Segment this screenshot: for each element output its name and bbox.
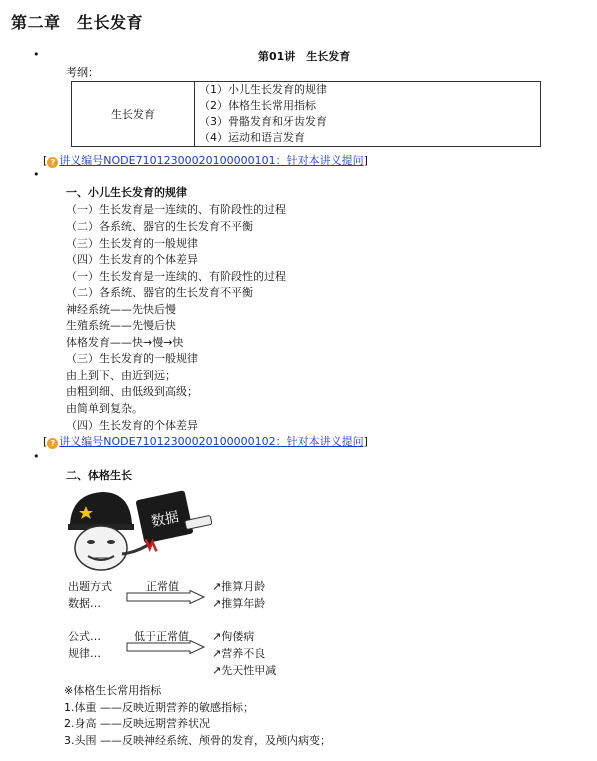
- diagram2-right-3: ↗先天性甲减: [212, 664, 277, 677]
- outline-item: （4）运动和语言发育: [199, 131, 305, 144]
- outline-subject: 生长发育: [72, 82, 195, 147]
- bracket-open: [: [43, 435, 48, 448]
- section1-line: 由上到下、由近到远；: [66, 369, 176, 382]
- section1-line: 神经系统——先快后慢: [66, 303, 176, 316]
- diagram1-right-1: ↗推算月龄: [212, 580, 266, 593]
- section1-line: （四）生长发育的个体差异: [66, 253, 198, 266]
- section1-line: （四）生长发育的个体差异: [66, 419, 198, 432]
- chapter-title: 第二章 生长发育: [11, 13, 144, 32]
- diagram2-arrow-label: 低于正常值: [134, 630, 189, 643]
- indicators-title: ※体格生长常用指标: [64, 684, 162, 697]
- list-bullet: •: [33, 450, 40, 463]
- diagram2-right-1: ↗佝偻病: [212, 630, 255, 643]
- lecture-title: 第01讲 生长发育: [258, 50, 351, 63]
- outline-label: 考纲：: [66, 66, 99, 79]
- question-icon: ?: [47, 157, 58, 168]
- indicator-line: 3.头围 ——反映神经系统、颅骨的发育，及颅内病变；: [64, 734, 331, 747]
- diagram2-arrow-icon: [126, 640, 206, 654]
- bracket-close: ]: [363, 154, 368, 167]
- diagram2-left-1: 公式…: [68, 630, 101, 643]
- diagram2-right-2: ↗营养不良: [212, 647, 266, 660]
- section1-line: 由简单到复杂。: [66, 402, 143, 415]
- diagram1-arrow-icon: [126, 590, 206, 604]
- question-link-row-1: [43, 152, 368, 168]
- section1-line: （三）生长发育的一般规律: [66, 352, 198, 365]
- list-bullet: •: [33, 168, 40, 181]
- section2-heading: 二、体格生长: [66, 469, 132, 482]
- bracket-open: [: [43, 154, 48, 167]
- section1-line: （一）生长发育是一连续的、有阶段性的过程: [66, 203, 286, 216]
- outline-items: [195, 82, 541, 147]
- question-link-2[interactable]: 讲义编号NODE71012300020100000102：针对本讲义提问: [59, 435, 364, 448]
- indicator-line: 2.身高 ——反映远期营养状况: [64, 717, 210, 730]
- section1-line: （一）生长发育是一连续的、有阶段性的过程: [66, 270, 286, 283]
- diagram2-left-2: 规律…: [68, 647, 101, 660]
- diagram1-left-2: 数据…: [68, 597, 101, 610]
- meme-text: 数据: [149, 509, 181, 531]
- diagram1-right-2: ↗推算年龄: [212, 597, 266, 610]
- meme-illustration: [64, 484, 214, 574]
- outline-item: （3）骨骼发育和牙齿发育: [199, 115, 327, 128]
- indicator-line: 1.体重 ——反映近期营养的敏感指标；: [64, 701, 254, 714]
- outline-item: （2）体格生长常用指标: [199, 99, 316, 112]
- section1-line: （二）各系统、器官的生长发育不平衡: [66, 286, 253, 299]
- diagram1-arrow-label: 正常值: [146, 580, 179, 593]
- bracket-close: ]: [363, 435, 368, 448]
- outline-item: （1）小儿生长发育的规律: [199, 83, 327, 96]
- section1-line: 体格发育——快→慢→快: [66, 336, 184, 349]
- section1-line: 由粗到细、由低级到高级；: [66, 385, 198, 398]
- section1-heading: 一、小儿生长发育的规律: [66, 186, 187, 199]
- section1-line: （三）生长发育的一般规律: [66, 237, 198, 250]
- diagram1-left-1: 出题方式: [68, 580, 112, 593]
- question-link-row-2: [43, 433, 368, 449]
- list-bullet: •: [33, 48, 40, 61]
- question-link-1[interactable]: 讲义编号NODE71012300020100000101：针对本讲义提问: [59, 154, 364, 167]
- outline-table: [71, 81, 541, 147]
- question-icon: ?: [47, 438, 58, 449]
- section1-line: 生殖系统——先慢后快: [66, 319, 176, 332]
- section1-line: （二）各系统、器官的生长发育不平衡: [66, 220, 253, 233]
